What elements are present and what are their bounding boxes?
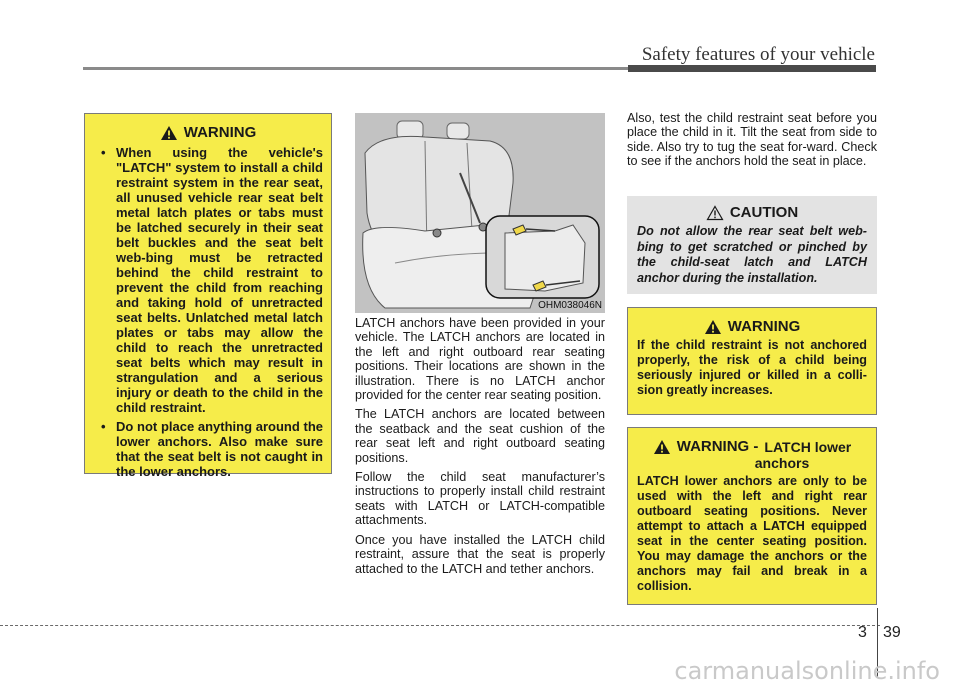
latch-body-text (355, 316, 605, 581)
warning-triangle-icon (160, 125, 178, 141)
rear-seat-illustration (355, 113, 605, 313)
paragraph: The LATCH anchors are located between the seatback and the seat cushion of the rear seat left and right outboard seating positions. (355, 407, 605, 465)
warning-text: If the child restraint is not anchored properly, the risk of a child being seriously injured or killed in a colli-sion greatly increases. (637, 338, 867, 397)
footer-rule (0, 625, 880, 626)
warning-box-latch-usage (84, 113, 332, 479)
warning-title: WARNING (727, 318, 801, 335)
warning-title: WARNING - (676, 438, 759, 455)
test-seat-text (627, 111, 877, 174)
header-rule-accent (628, 65, 876, 72)
rear-seat-drawing (355, 113, 605, 313)
page-number: 39 (883, 624, 901, 641)
figure-code: OHM038046N (538, 300, 602, 311)
paragraph: Also, test the child restraint seat before you place the child in it. Tilt the seat from side to side. Also try to tug the seat for-ward. Check to see if the anchors hold the seat in place. (627, 111, 877, 169)
caution-box (627, 196, 877, 294)
warning-heading (93, 124, 323, 141)
warning-heading (637, 318, 867, 335)
section-title: Safety features of your vehicle (641, 44, 875, 65)
list-item: • When using the vehicle's "LATCH" system to install a child restraint system in the rear seat, all unused vehicle rear seat belt metal latch plates or tabs must be latched securely in their seat belt buckles and the seat belt web-bing must be retracted behind the child restraint to prevent the child from reaching and taking hold of unretracted seat belts. Unlatched metal latch plates or tabs may allow the child to reach the unretracted seat belts which may result in strangulation and a serious injury or death to the child in the child restraint. (93, 145, 323, 415)
caution-title: CAUTION (729, 204, 799, 221)
warning-subtitle-line1: LATCH lower (764, 438, 852, 455)
warning-text: LATCH lower anchors are only to be used with the left and right rear outboard seating positions. Never attempt to attach a LATCH equipped seat in the center seating position. You may damage the anchors or the anchors may fail and break in a collision. (637, 474, 867, 593)
paragraph: Once you have installed the LATCH child restraint, assure that the seat is properly attached to the LATCH and tether anchors. (355, 532, 605, 576)
warning-list (93, 145, 323, 479)
paragraph: LATCH anchors have been provided in your vehicle. The LATCH anchors are located in the left and right outboard rear seating positions. Their locations are shown in the illustration. There is no LATCH anchor provided for the center rear seating position. (355, 316, 605, 403)
caution-heading (637, 204, 867, 221)
caution-text: Do not allow the rear seat belt web-bing to get scratched or pinched by the child-seat latch and LATCH anchor during the installation. (637, 224, 867, 285)
watermark: carmanualsonline.info (674, 657, 940, 685)
warning-box-lower-anchors (627, 427, 877, 605)
list-item: • Do not place anything around the lower anchors. Also make sure that the seat belt is not caught in the lower anchors. (93, 419, 323, 479)
warning-title: WARNING (183, 124, 257, 141)
warning-box-anchoring (627, 307, 877, 415)
warning-triangle-icon (653, 439, 671, 455)
warning-triangle-icon (704, 319, 722, 335)
warning-heading (637, 438, 867, 455)
caution-triangle-icon (706, 205, 724, 221)
warning-subtitle-line2: anchors (754, 455, 810, 471)
paragraph: Follow the child seat manufacturer’s instructions to properly install child restraint seats with LATCH or LATCH-compatible attachments. (355, 470, 605, 528)
chapter-number: 3 (858, 624, 867, 641)
